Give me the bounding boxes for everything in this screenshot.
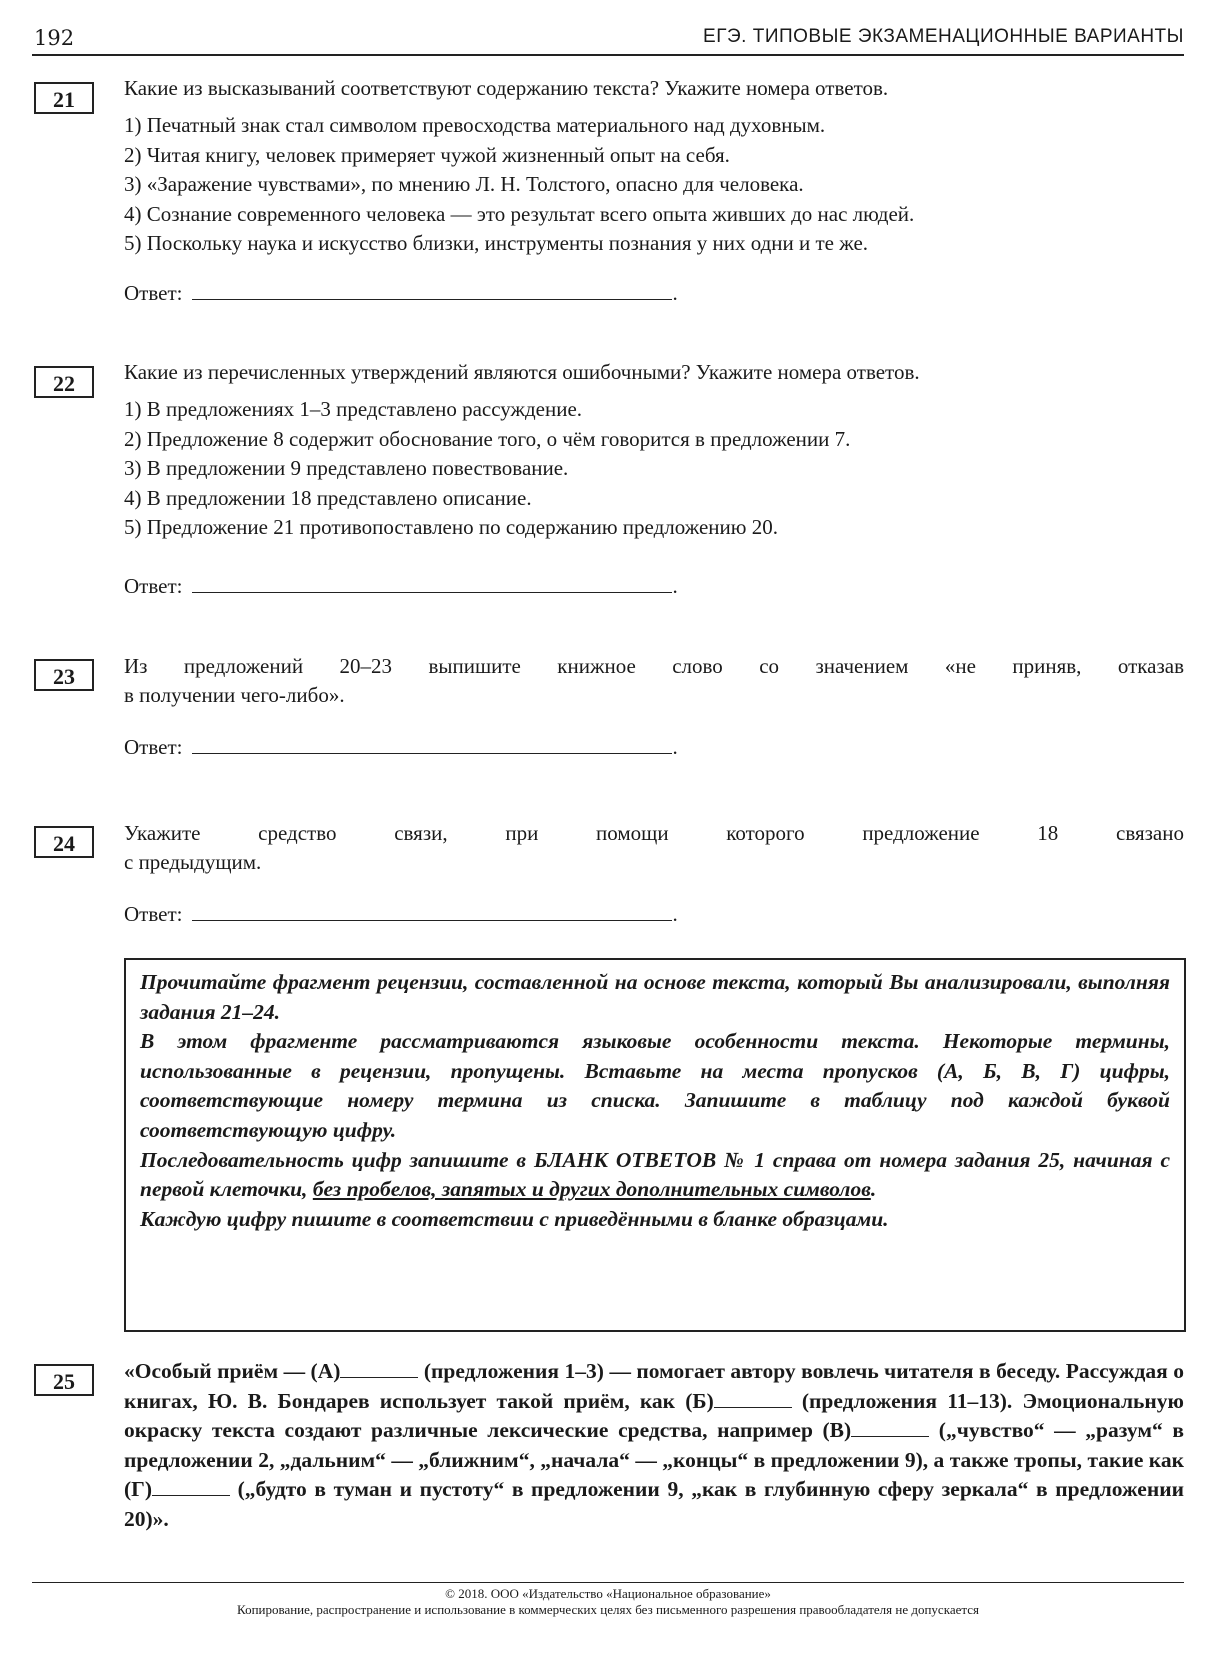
instruction-p3-underlined: без пробелов, запятых и других дополнительных символов [312,1177,871,1202]
instruction-p3-start: Последовательность цифр запишите в БЛАНК ОТВЕТОВ № 1 справа от номера задания 25, начиная с первой клеточки, [140,1147,1170,1202]
task-25-text [124,1357,1184,1535]
task-23-question-line-1: Из предложений 20–23 выпишите книжное слово со значением «не приняв, отказав [124,654,1184,678]
footer-copyright: © 2018. ООО «Издательство «Национальное образование» [445,1586,771,1601]
task-25-part-4: („чувство“ — „разум“ в предложении 2, „дальним“ — „ближним“, „начала“ — „концы“ в предложении 9), а также тропы, такие как (Г) [124,1418,1185,1502]
task-22 [124,358,1184,543]
task-25-part-2: (предложения 1–3) — помогает автору вовлечь читателя в беседу. Рассуждая о книгах, Ю. В. Бондарев использует такой приём, как (Б) [124,1359,1184,1413]
task-number-25: 25 [34,1364,94,1396]
page-number: 192 [34,26,75,50]
task-21-option-2: 2) Читая книгу, человек примеряет чужой жизненный опыт на себя. [124,142,730,167]
page-footer [32,1582,1184,1618]
gap-b[interactable] [714,1391,792,1408]
task-24 [124,819,1184,877]
instruction-paragraph-1: Прочитайте фрагмент рецензии, составленной на основе текста, который Вы анализировали, выполняя задания 21–24. [140,970,1170,1024]
instruction-paragraph-3 [140,1146,1170,1205]
task-number-24: 24 [34,826,94,858]
answer-label: Ответ: [124,281,183,305]
answer-line[interactable] [192,574,672,593]
task-21-option-5: 5) Поскольку наука и искусство близки, инструменты познания у них одни и те же. [124,231,869,255]
gap-v[interactable] [851,1420,929,1437]
task-22-option-4: 4) В предложении 18 представлено описание. [124,485,532,510]
instruction-box [124,958,1186,1332]
answer-label: Ответ: [124,902,183,926]
gap-g[interactable] [152,1479,230,1496]
instruction-p3-end: . [870,1177,877,1202]
task-21-answer: Ответ: . [124,281,678,305]
task-22-option-3: 3) В предложении 9 представлено повествование. [124,456,569,480]
task-21-option-3: 3) «Заражение чувствами», по мнению Л. Н. Толстого, опасно для человека. [124,172,804,196]
task-21-option-1: 1) Печатный знак стал символом превосходства материального над духовным. [124,113,826,137]
instruction-paragraph-2: В этом фрагменте рассматриваются языковые особенности текста. Некоторые термины, использованные в рецензии, пропущены. Вставьте на места пропусков (А, Б, В, Г) цифры, соответствующие номеру термина из списка. Запишите в таблицу под каждой буквой соответствующую цифру. [140,1029,1170,1142]
task-23-answer: Ответ: . [124,735,678,759]
instruction-paragraph-4: Каждую цифру пишите в соответствии с приведёнными в бланке образцами. [140,1206,889,1231]
gap-a[interactable] [340,1361,418,1378]
task-21-question: Какие из высказываний соответствуют содержанию текста? Укажите номера ответов. [124,76,889,100]
task-number-22: 22 [34,366,94,398]
answer-label: Ответ: [124,735,183,759]
running-title: ЕГЭ. ТИПОВЫЕ ЭКЗАМЕНАЦИОННЫЕ ВАРИАНТЫ [703,26,1184,47]
task-25-part-1: «Особый приём — (А) [124,1359,341,1383]
task-22-option-5: 5) Предложение 21 противопоставлено по содержанию предложению 20. [124,515,778,539]
task-25-part-3: (предложения 11–13). Эмоциональную окраску текста создают различные лексические средства, например (В) [124,1388,1184,1443]
task-22-answer: Ответ: . [124,574,678,598]
task-24-question-line-1: Укажите средство связи, при помощи которого предложение 18 связано [124,821,1184,845]
task-21 [124,74,1184,259]
footer-notice: Копирование, распространение и использование в коммерческих целях без письменного разрешения правообладателя не допускается [237,1602,979,1617]
task-22-question: Какие из перечисленных утверждений являются ошибочными? Укажите номера ответов. [124,360,920,384]
task-22-option-1: 1) В предложениях 1–3 представлено рассуждение. [124,397,583,421]
answer-line[interactable] [192,902,672,921]
task-24-question-line-2: с предыдущим. [124,850,262,874]
task-23 [124,652,1184,710]
task-25-part-5: („будто в туман и пустоту“ в предложении 9, „как в глубинную сферу зеркала“ в предложении 20)». [124,1477,1184,1531]
task-22-option-2: 2) Предложение 8 содержит обоснование того, о чём говорится в предложении 7. [124,426,851,451]
answer-line[interactable] [192,735,672,754]
task-23-question-line-2: в получении чего-либо». [124,683,345,707]
answer-label: Ответ: [124,574,183,598]
task-21-option-4: 4) Сознание современного человека — это результат всего опыта живших до нас людей. [124,201,915,226]
task-number-21: 21 [34,82,94,114]
task-24-answer: Ответ: . [124,902,678,926]
answer-line[interactable] [192,281,672,300]
task-number-23: 23 [34,659,94,691]
page-header [32,22,1184,56]
